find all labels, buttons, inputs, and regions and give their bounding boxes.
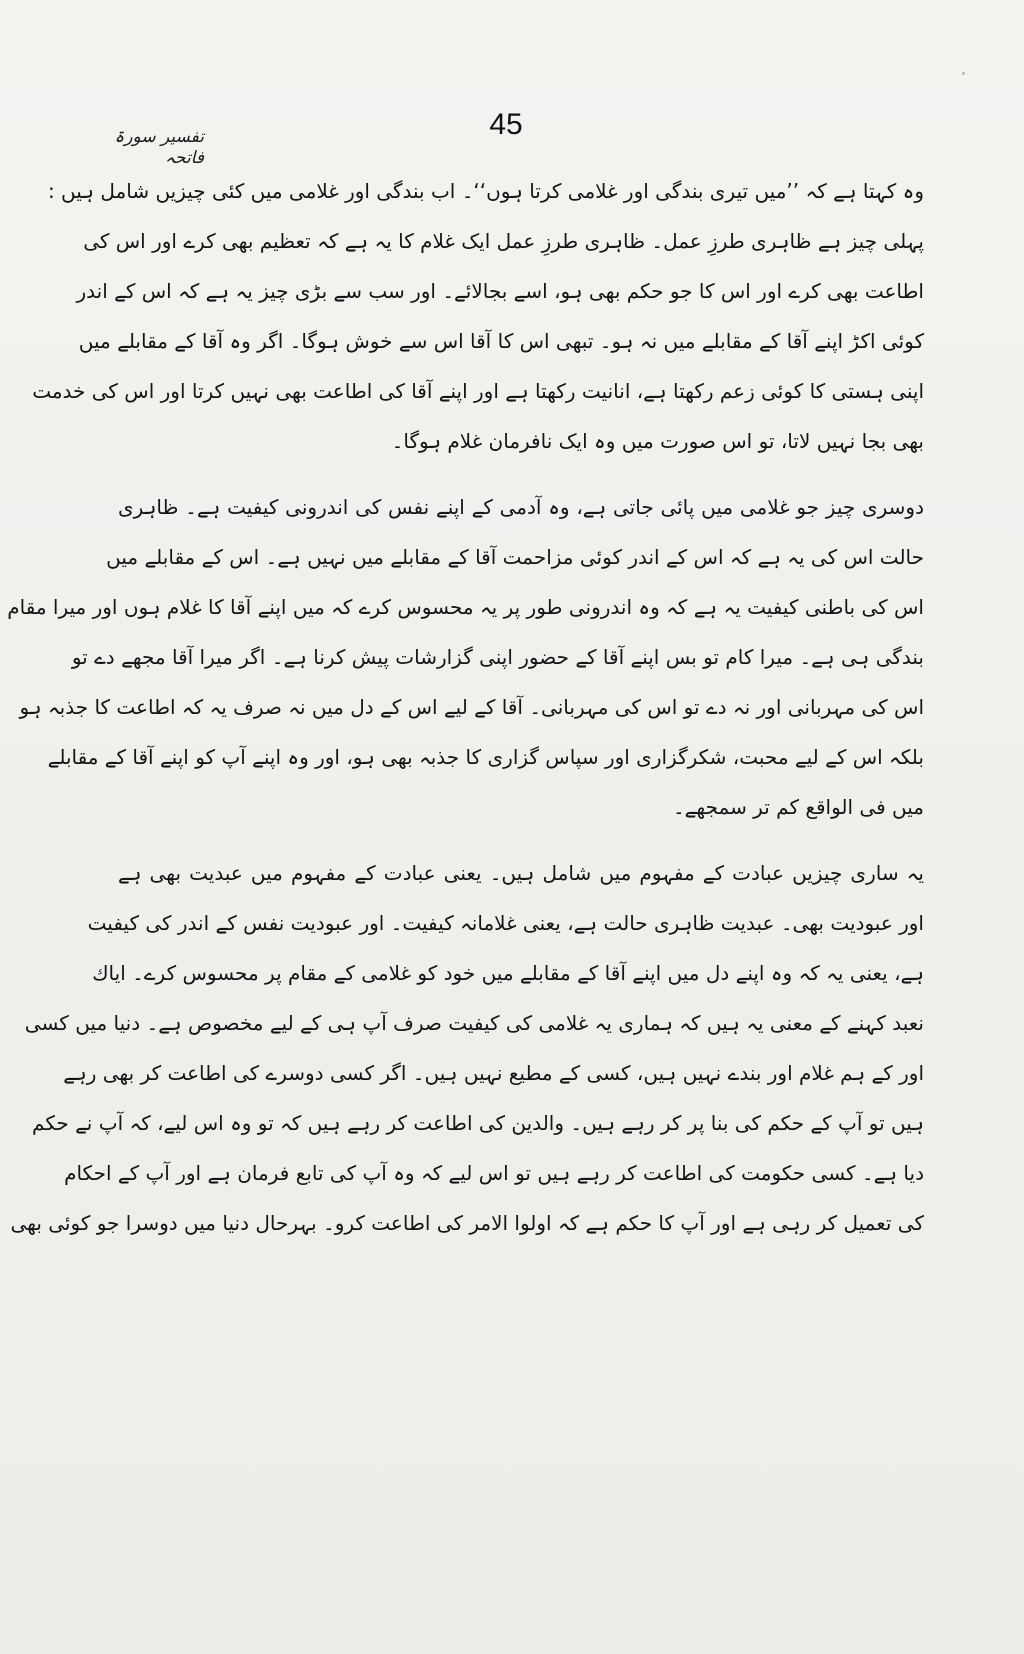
text-line: یہ ساری چیزیں عبادت کے مفہوم میں شامل ہیں۔ یعنی عبادت کے مفہوم میں عبدیت بھی ہے: [118, 861, 924, 885]
text-line: ہیں تو آپ کے حکم کی بنا پر کر رہے ہیں۔ والدین کی اطاعت کر رہے ہیں کہ تو وہ اس لیے، کہ آپ نے حکم: [32, 1111, 924, 1135]
paragraph-gap: [118, 466, 924, 482]
text-line: کی تعمیل کر رہی ہے اور آپ کا حکم ہے کہ اولوا الامر کی اطاعت کرو۔ بہرحال دنیا میں دوسرا جو کوئی بھی: [10, 1211, 924, 1235]
text-line: اس کی باطنی کیفیت یہ ہے کہ وہ اندرونی طور پر یہ محسوس کرے کہ میں اپنے آقا کا غلام ہوں اور میرا مقام: [7, 595, 924, 619]
text-line: بلکہ اس کے لیے محبت، شکرگزاری اور سپاس گزاری کا جذبہ بھی ہو، اور وہ اپنے آپ کو اپنے آقا کے مقابلے: [47, 745, 924, 769]
text-line: دیا ہے۔ کسی حکومت کی اطاعت کر رہے ہیں تو اس لیے کہ وہ آپ کی تابع فرمان ہے اور آپ کے احکام: [64, 1161, 924, 1185]
text-line: نعبد کہنے کے معنی یہ ہیں کہ ہماری یہ غلامی کی کیفیت صرف آپ ہی کے لیے مخصوص ہے۔ دنیا میں کسی: [24, 1011, 924, 1035]
text-line: اور کے ہم غلام اور بندے نہیں ہیں، کسی کے مطیع نہیں ہیں۔ اگر کسی دوسرے کی اطاعت کر بھی رہے: [63, 1061, 924, 1085]
text-line: میں فی الواقع کم تر سمجھے۔: [672, 795, 924, 819]
text-line: ہے، یعنی یہ کہ وہ اپنے دل میں اپنے آقا کے مقابلے میں خود کو غلامی کے مقام پر محسوس کرے۔ ایاك: [92, 961, 924, 985]
text-line: اور عبودیت بھی۔ عبدیت ظاہری حالت ہے، یعنی غلامانہ کیفیت۔ اور عبودیت نفس کے اندر کی کیفیت: [87, 911, 924, 935]
text-line: بھی بجا نہیں لاتا، تو اس صورت میں وہ ایک نافرمان غلام ہوگا۔: [391, 429, 924, 453]
body-text: [7, 166, 924, 1248]
text-line: اطاعت بھی کرے اور اس کا جو حکم بھی ہو، اسے بجالائے۔ اور سب سے بڑی چیز یہ ہے کہ اس کے اندر: [76, 279, 924, 303]
running-head: تفسیر سورۃ فاتحہ: [114, 127, 204, 168]
text-line: وہ کہتا ہے کہ ’’میں تیری بندگی اور غلامی کرتا ہوں‘‘۔ اب بندگی اور غلامی میں کئی چیزیں شامل ہیں :: [47, 179, 924, 203]
text-line: اس کی مہربانی اور نہ دے تو اس کی مہربانی۔ آقا کے لیے اس کے دل میں نہ صرف یہ کہ اطاعت کا جذبہ ہو: [19, 695, 924, 719]
text-line: حالت اس کی یہ ہے کہ اس کے اندر کوئی مزاحمت آقا کے مقابلے میں نہیں ہے۔ اس کے مقابلے میں: [106, 545, 924, 569]
text-line: اپنی ہستی کا کوئی زعم رکھتا ہے، انانیت رکھتا ہے اور اپنے آقا کی اطاعت بھی نہیں کرتا اور اس کی خدمت: [32, 379, 924, 403]
text-line: پہلی چیز ہے ظاہری طرزِ عمل۔ ظاہری طرزِ عمل ایک غلام کا یہ ہے کہ تعظیم بھی کرے اور اس کی: [83, 229, 924, 253]
text-line: کوئی اکڑ اپنے آقا کے مقابلے میں نہ ہو۔ تبھی اس کا آقا اس سے خوش ہوگا۔ اگر وہ آقا کے مقابلے میں: [78, 329, 924, 353]
paragraph-gap: [118, 832, 924, 848]
text-line: بندگی ہی ہے۔ میرا کام تو بس اپنے آقا کے حضور اپنی گزارشات پیش کرنا ہے۔ اگر میرا آقا مجھے دے تو: [71, 645, 924, 669]
scan-speck: [962, 72, 965, 75]
page-number: 45: [489, 108, 523, 141]
text-line: دوسری چیز جو غلامی میں پائی جاتی ہے، وہ آدمی کے اپنے نفس کی اندرونی کیفیت ہے۔ ظاہری: [118, 495, 924, 519]
